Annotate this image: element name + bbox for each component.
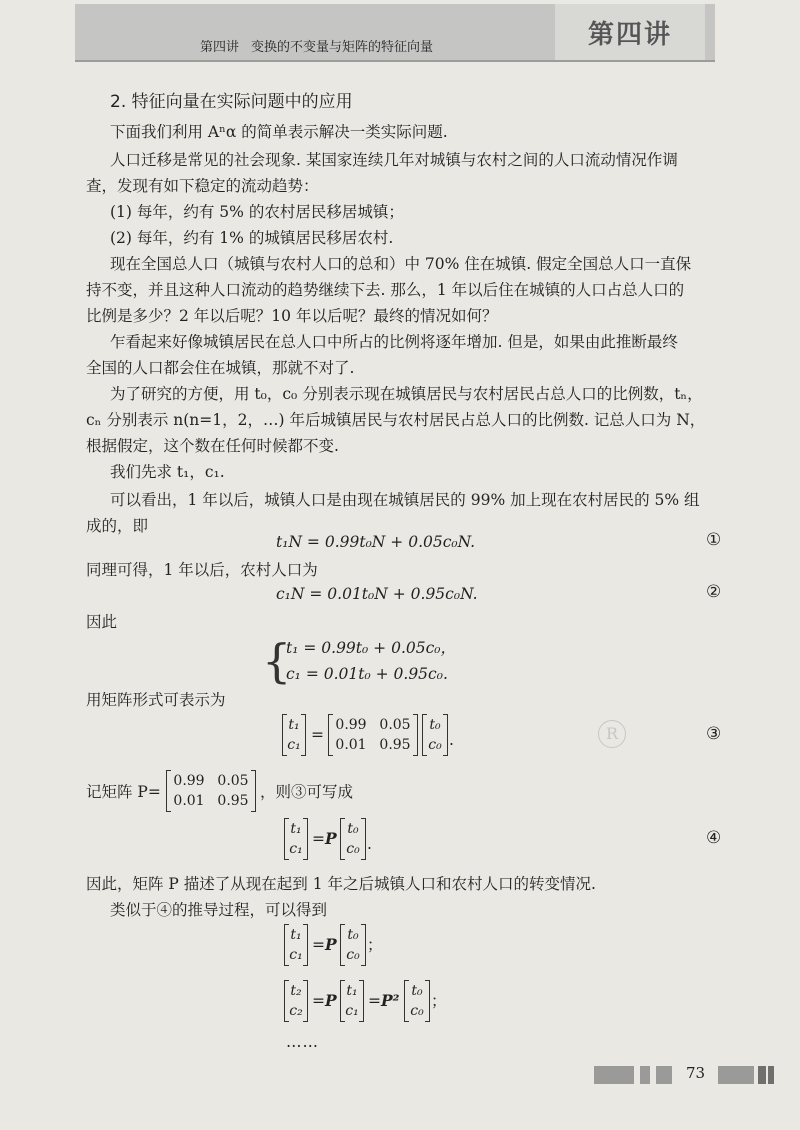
vector-entry-c1: c₁: [289, 947, 303, 963]
paragraph-4a: 为了研究的方便，用 t₀，c₀ 分别表示现在城镇居民与农村居民占总人口的比例数，tₙ，: [110, 385, 703, 403]
matrix-P-entry-11: 0.99: [173, 773, 205, 789]
paragraph-2c: 比例是多少？2 年以后呢？10 年以后呢？最终的情况如何？: [86, 307, 498, 325]
section-title: 2. 特征向量在实际问题中的应用: [110, 92, 353, 112]
period-3: .: [449, 731, 454, 749]
list-item-2: (2) 每年，约有 1% 的城镇居民移居农村.: [110, 229, 394, 247]
vector-entry-c0: c₀: [346, 841, 360, 857]
vector-t2-c2: [284, 980, 308, 1022]
matrix-P-symbol-5: P: [325, 935, 337, 954]
paragraph-4b: cₙ 分别表示 n(n=1，2，…) 年后城镇居民与农村居民占总人口的比例数. 记总人口为 N，: [86, 411, 706, 429]
vector-t0-c0-eq4: [340, 818, 366, 860]
paragraph-1a: 人口迁移是常见的社会现象. 某国家连续几年对城镇与农村之间的人口流动情况作调: [110, 151, 678, 169]
equation-2: c₁N = 0.01t₀N + 0.95c₀N.: [276, 585, 478, 603]
ellipsis: ……: [286, 1033, 319, 1051]
vector-entry-t1: t₁: [290, 821, 302, 837]
vector-t0-c0-derived: [340, 924, 366, 966]
vector-entry-t1: t₁: [288, 717, 300, 733]
equation-number-2: ②: [706, 582, 722, 602]
paragraph-8: 因此: [86, 613, 118, 631]
vector-entry-c0: c₀: [346, 947, 360, 963]
registered-stamp: R: [598, 720, 626, 748]
paragraph-4c: 根据假定，这个数在任何时候都不变.: [86, 437, 339, 455]
equals-sign-4: =: [312, 830, 325, 848]
transition-matrix-3: [328, 714, 418, 756]
equation-number-3: ③: [706, 724, 722, 744]
footer-bar: [594, 1066, 634, 1084]
paragraph-6b: 成的，即: [86, 517, 149, 535]
paragraph-3a: 乍看起来好像城镇居民在总人口中所占的比例将逐年增加. 但是，如果由此推断最终: [110, 333, 678, 351]
left-brace: {: [262, 634, 292, 688]
vector-entry-t0: t₀: [429, 717, 441, 733]
vector-entry-t2: t₂: [290, 983, 302, 999]
matrix-P-definition: [166, 770, 256, 812]
footer-bar: [656, 1066, 672, 1084]
matrix-P-squared-symbol: P²: [381, 991, 400, 1010]
equation-1: t₁N = 0.99t₀N + 0.05c₀N.: [276, 533, 476, 551]
system-equation-1: t₁ = 0.99t₀ + 0.05c₀，: [286, 639, 456, 657]
matrix-entry-21: 0.01: [335, 737, 367, 753]
vector-t0-c0-derived-2: [404, 980, 430, 1022]
paragraph-12: 类似于④的推导过程，可以得到: [110, 901, 328, 919]
paragraph-2a: 现在全国总人口（城镇与农村人口的总和）中 70% 住在城镇. 假定全国总人口一直保: [110, 255, 692, 273]
matrix-entry-22: 0.95: [379, 737, 411, 753]
header-title: [200, 36, 433, 55]
matrix-entry-12: 0.05: [379, 717, 411, 733]
vector-t1-c1-eq4: [284, 818, 308, 860]
matrix-P-symbol-4: P: [325, 829, 337, 848]
page-number: 73: [686, 1064, 706, 1082]
vector-entry-c1: c₁: [289, 841, 303, 857]
matrix-P-entry-22: 0.95: [217, 793, 249, 809]
paragraph-11: 因此，矩阵 P 描述了从现在起到 1 年之后城镇人口和农村人口的转变情况.: [86, 875, 596, 893]
vector-entry-t1: t₁: [346, 983, 358, 999]
vector-entry-t0: t₀: [347, 821, 359, 837]
intro-paragraph: 下面我们利用 Aⁿα 的简单表示解决一类实际问题.: [110, 123, 448, 141]
paragraph-9: 用矩阵形式可表示为: [86, 691, 226, 709]
semicolon-1: ；: [367, 936, 383, 954]
paragraph-3b: 全国的人口都会住在城镇，那就不对了.: [86, 359, 355, 377]
page-header: [75, 4, 715, 62]
equals-sign-5: =: [312, 936, 325, 954]
vector-entry-t0: t₀: [347, 927, 359, 943]
vector-entry-c1: c₁: [287, 737, 301, 753]
equals-sign-3: =: [311, 726, 324, 744]
vector-entry-c0: c₀: [410, 1003, 424, 1019]
footer-bar: [718, 1066, 754, 1084]
matrix-P-entry-21: 0.01: [173, 793, 205, 809]
header-lecture: 第四讲: [200, 40, 240, 55]
equals-sign-6: =: [312, 992, 325, 1010]
paragraph-10-prefix: 记矩阵 P=: [86, 783, 161, 801]
equals-sign-7: =: [368, 992, 381, 1010]
list-item-1: (1) 每年，约有 5% 的农村居民移居城镇；: [110, 203, 404, 221]
paragraph-1b: 查，发现有如下稳定的流动趋势：: [86, 177, 319, 195]
paragraph-2b: 持不变，并且这种人口流动的趋势继续下去. 那么，1 年以后住在城镇的人口占总人口的: [86, 281, 685, 299]
matrix-P-entry-12: 0.05: [217, 773, 249, 789]
equation-number-4: ④: [706, 828, 722, 848]
semicolon-2: ；: [431, 992, 447, 1010]
header-chapter-title: 变换的不变量与矩阵的特征向量: [251, 40, 434, 55]
vector-entry-t0: t₀: [411, 983, 423, 999]
matrix-entry-11: 0.99: [335, 717, 367, 733]
paragraph-5: 我们先求 t₁，c₁.: [110, 463, 225, 481]
footer-bar: [758, 1066, 766, 1084]
vector-entry-t1: t₁: [290, 927, 302, 943]
vector-entry-c0: c₀: [428, 737, 442, 753]
vector-t1-c1-derived: [284, 924, 308, 966]
chapter-mark: 第四讲: [555, 4, 705, 60]
vector-entry-c1: c₁: [345, 1003, 359, 1019]
matrix-P-symbol-6: P: [325, 991, 337, 1010]
vector-entry-c2: c₂: [289, 1003, 303, 1019]
paragraph-7: 同理可得，1 年以后，农村人口为: [86, 561, 318, 579]
vector-t0-c0: [422, 714, 448, 756]
vector-t1-c1-derived-2: [340, 980, 364, 1022]
paragraph-10-suffix: ，则③可写成: [260, 783, 354, 801]
footer-bar: [768, 1066, 774, 1084]
system-equation-2: c₁ = 0.01t₀ + 0.95c₀.: [286, 665, 448, 683]
equation-number-1: ①: [706, 530, 722, 550]
vector-t1-c1: [282, 714, 306, 756]
period-4: .: [367, 835, 372, 853]
paragraph-6a: 可以看出，1 年以后，城镇人口是由现在城镇居民的 99% 加上现在农村居民的 5% 组: [110, 491, 700, 509]
footer-bar: [640, 1066, 650, 1084]
